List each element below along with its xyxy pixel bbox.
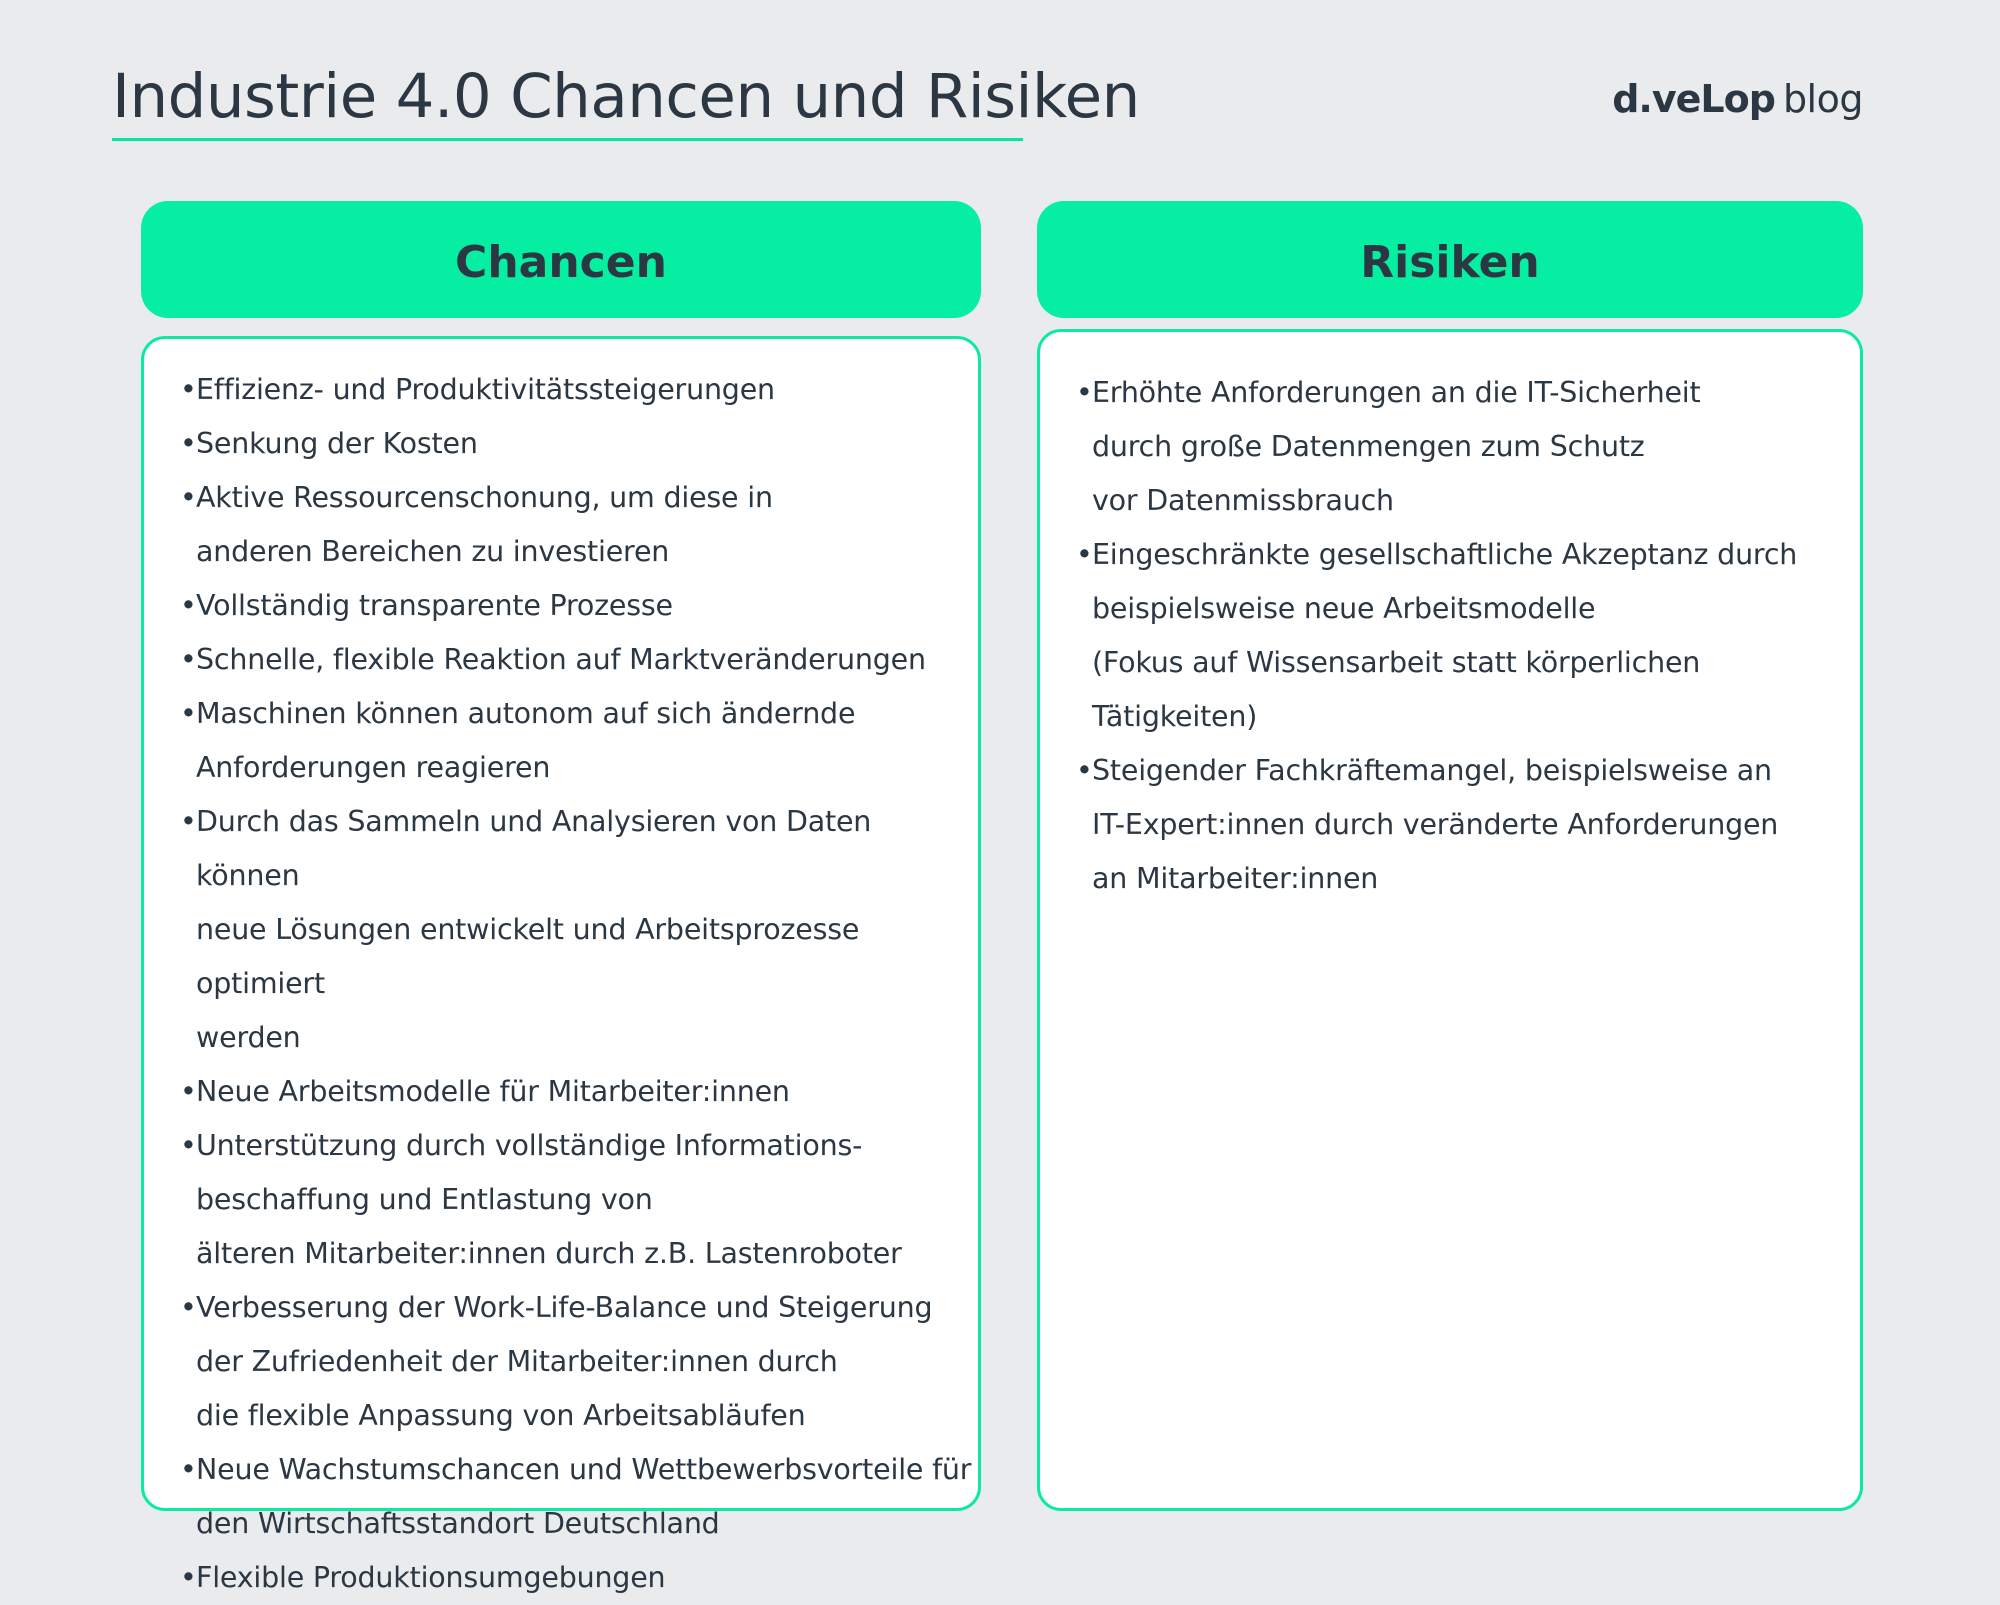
list-item: • Aktive Ressourcenschonung, um diese in anderen Bereichen zu investieren	[180, 471, 974, 579]
logo-suffix: blog	[1782, 77, 1863, 121]
bullet-icon: •	[1076, 538, 1093, 571]
bullet-icon: •	[180, 1129, 197, 1162]
bullet-icon: •	[180, 1075, 197, 1108]
bullet-icon: •	[180, 805, 197, 838]
chancen-heading: Chancen	[455, 237, 667, 288]
logo	[1612, 74, 1863, 124]
risiken-panel	[1037, 329, 1863, 1511]
chancen-header	[141, 201, 981, 318]
list-item: • Durch das Sammeln und Analysieren von Daten können neue Lösungen entwickelt und Arbeitsprozesse optimiert werden	[180, 795, 974, 1065]
list-item: • Vollständig transparente Prozesse	[180, 579, 974, 633]
risiken-heading: Risiken	[1360, 237, 1540, 288]
list-item: • Unterstützung durch vollständige Informations- beschaffung und Entlastung von älteren Mitarbeiter:innen durch z.B. Lastenroboter	[180, 1119, 974, 1281]
list-item: • Steigender Fachkräftemangel, beispielsweise an IT-Expert:innen durch veränderte Anforderungen an Mitarbeiter:innen	[1076, 744, 1856, 906]
bullet-icon: •	[180, 589, 197, 622]
risiken-list	[1076, 366, 1856, 906]
bullet-icon: •	[180, 427, 197, 460]
list-item: • Effizienz- und Produktivitätssteigerungen	[180, 363, 974, 417]
page-title: Industrie 4.0 Chancen und Risiken	[112, 61, 1140, 132]
list-item: • Verbesserung der Work-Life-Balance und Steigerung der Zufriedenheit der Mitarbeiter:innen durch die flexible Anpassung von Arbeitsabläufen	[180, 1281, 974, 1443]
list-item: • Eingeschränkte gesellschaftliche Akzeptanz durch beispielsweise neue Arbeitsmodelle (Fokus auf Wissensarbeit statt körperlichen Tätigkeiten)	[1076, 528, 1856, 744]
bullet-icon: •	[180, 1291, 197, 1324]
bullet-icon: •	[180, 697, 197, 730]
list-item: • Neue Arbeitsmodelle für Mitarbeiter:innen	[180, 1065, 974, 1119]
bullet-icon: •	[1076, 376, 1093, 409]
bullet-icon: •	[180, 643, 197, 676]
chancen-list	[180, 363, 974, 1605]
list-item: • Maschinen können autonom auf sich ändernde Anforderungen reagieren	[180, 687, 974, 795]
list-item: • Senkung der Kosten	[180, 417, 974, 471]
bullet-icon: •	[180, 481, 197, 514]
logo-brand: d.veLop	[1612, 77, 1775, 121]
list-item: • Schnelle, flexible Reaktion auf Marktveränderungen	[180, 633, 974, 687]
risiken-header	[1037, 201, 1863, 318]
title-underline	[112, 138, 1023, 141]
chancen-panel	[141, 336, 981, 1594]
bullet-icon: •	[180, 1561, 197, 1594]
list-item: • Neue Wachstumschancen und Wettbewerbsvorteile für den Wirtschaftsstandort Deutschland	[180, 1443, 974, 1551]
list-item: • Erhöhte Anforderungen an die IT-Sicherheit durch große Datenmengen zum Schutz vor Datenmissbrauch	[1076, 366, 1856, 528]
bullet-icon: •	[180, 1453, 197, 1486]
list-item: • Flexible Produktionsumgebungen	[180, 1551, 974, 1605]
bullet-icon: •	[1076, 754, 1093, 787]
bullet-icon: •	[180, 373, 197, 406]
